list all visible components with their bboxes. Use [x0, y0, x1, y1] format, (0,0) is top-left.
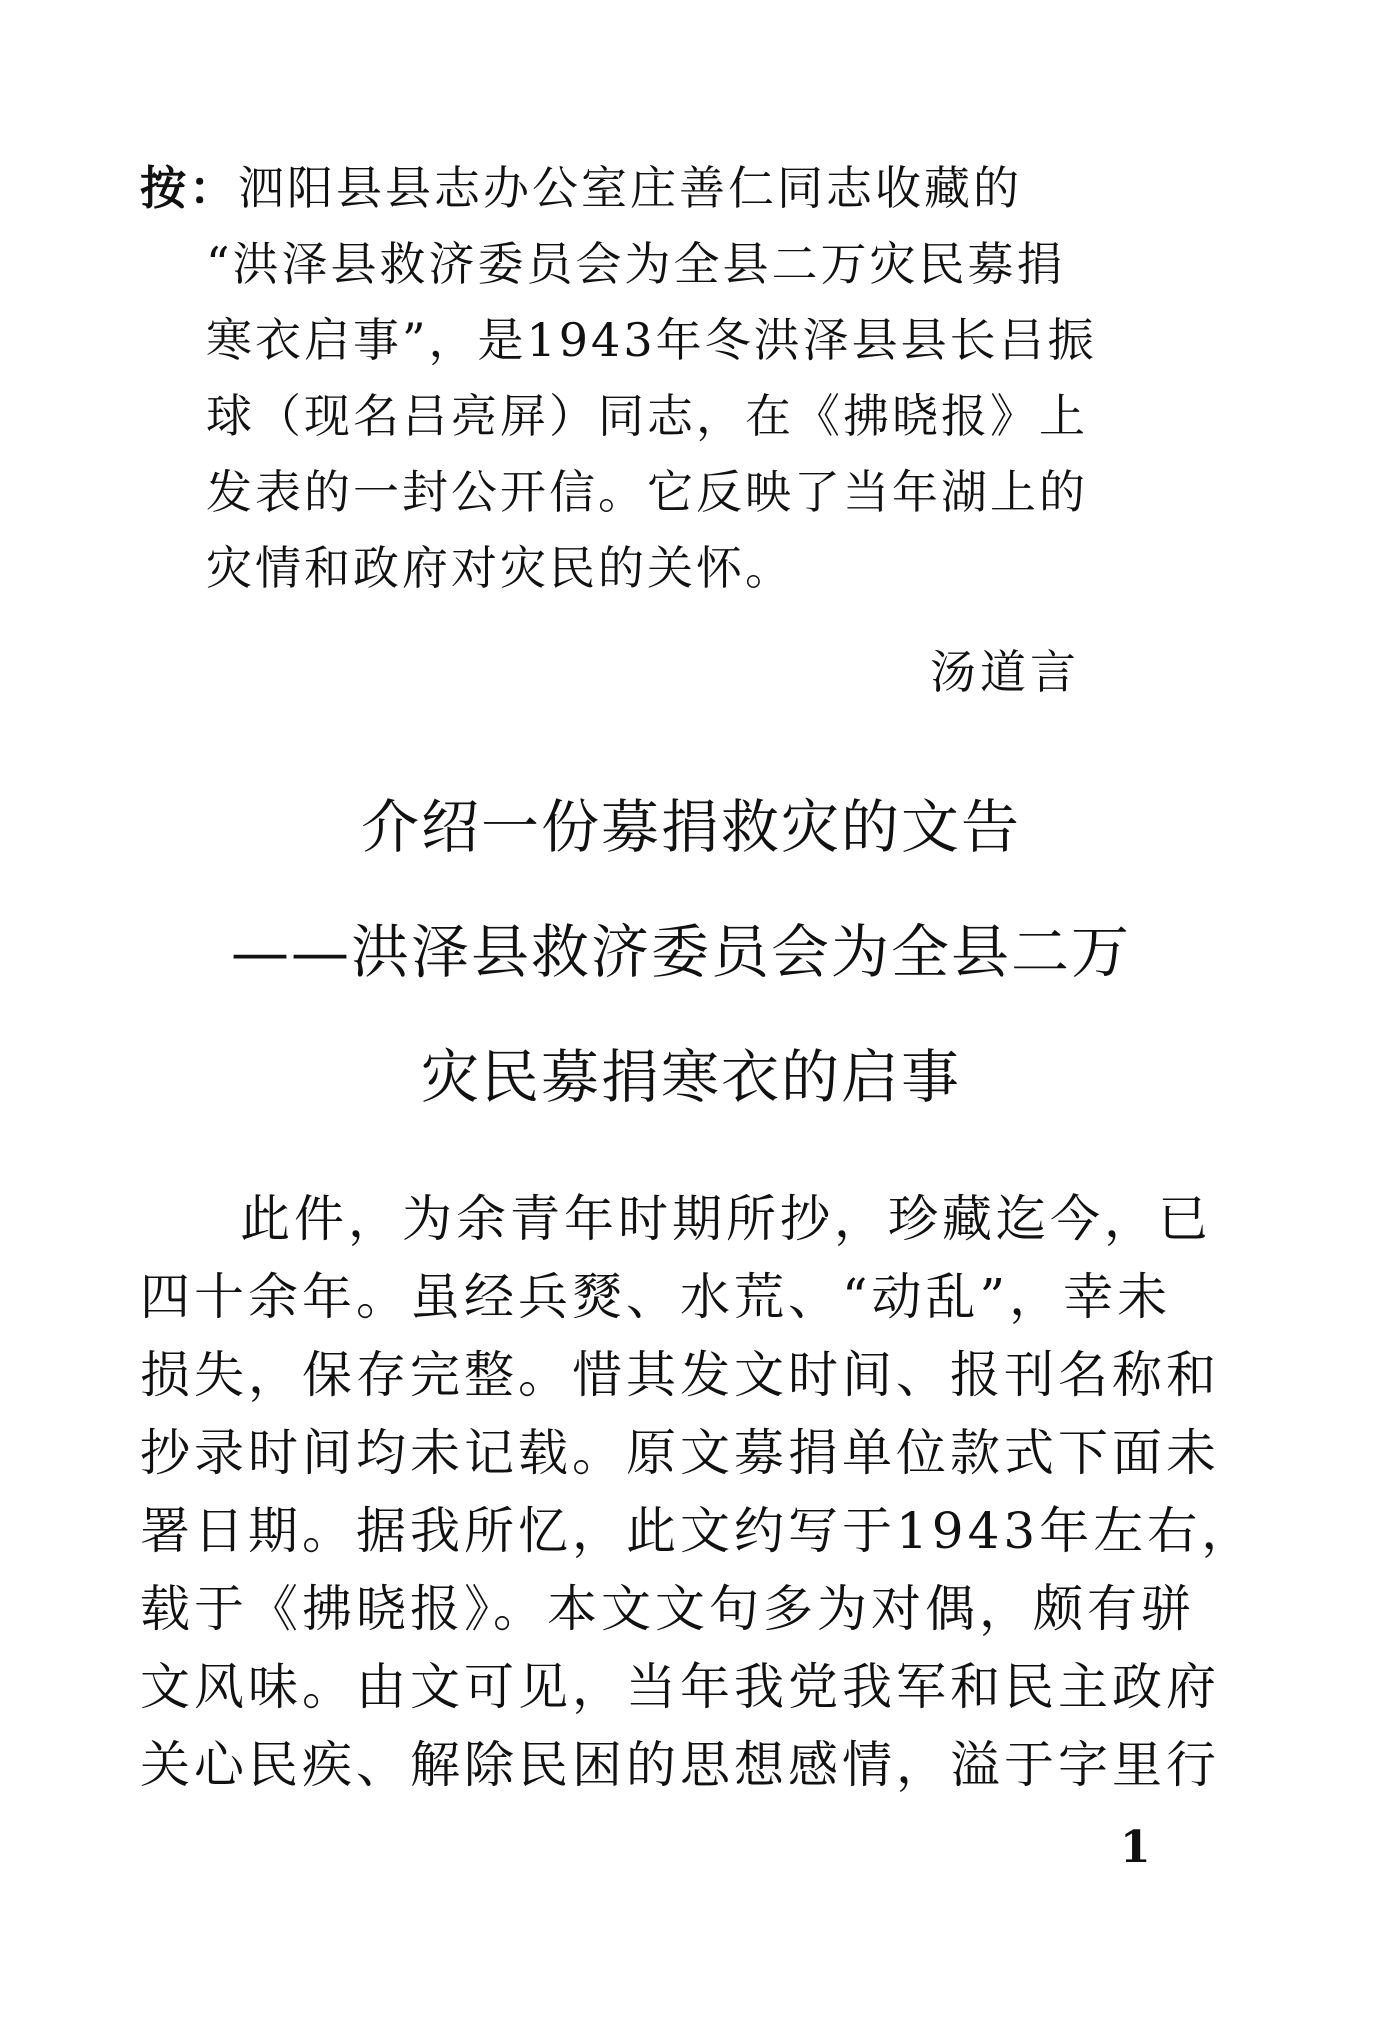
article-title: 介绍一份募捐救灾的文告 [360, 793, 1021, 861]
note-line-3: 寒衣启事”，是1943年冬洪泽县县长吕振 [206, 313, 1097, 367]
article-subtitle-line-1: ——洪泽县救济委员会为全县二万 [230, 918, 1131, 986]
body-line-3: 损失，保存完整。惜其发文时间、报刊名称和 [140, 1346, 1220, 1404]
editor-note [140, 150, 1220, 606]
note-label: 按： [140, 161, 238, 215]
note-line-5: 发表的一封公开信。它反映了当年湖上的 [206, 465, 1088, 519]
body-line-2: 四十余年。虽经兵燹、水荒、“动乱”，幸未 [140, 1268, 1172, 1326]
note-text: 泗阳县县志办公室庄善仁同志收藏的 [238, 161, 1022, 215]
body-line-8: 关心民疾、解除民困的思想感情，溢于字里行 [140, 1736, 1220, 1794]
article-subtitle-line-2: 灾民募捐寒衣的启事 [420, 1043, 961, 1111]
note-signature: 汤道言 [930, 645, 1080, 699]
note-line-4: 球（现名吕亮屏）同志，在《拂晓报》上 [206, 389, 1088, 443]
body-line-4: 抄录时间均未记载。原文募捐单位款式下面未 [140, 1424, 1220, 1482]
note-line-6: 灾情和政府对灾民的关怀。 [206, 541, 794, 595]
body-line-5: 署日期。据我所忆，此文约写于1943年左右， [140, 1502, 1256, 1560]
article-body [140, 1180, 1256, 1804]
page-number: 1 [1120, 1822, 1151, 1873]
body-line-7: 文风味。由文可见，当年我党我军和民主政府 [140, 1658, 1220, 1716]
note-line-1 [140, 150, 1220, 226]
body-line-6: 载于《拂晓报》。本文文句多为对偶，颇有骈 [140, 1580, 1195, 1638]
body-line-1: 此件，为余青年时期所抄，珍藏迄今，已 [240, 1190, 1212, 1248]
note-line-2: “洪泽县救济委员会为全县二万灾民募捐 [206, 237, 1066, 291]
